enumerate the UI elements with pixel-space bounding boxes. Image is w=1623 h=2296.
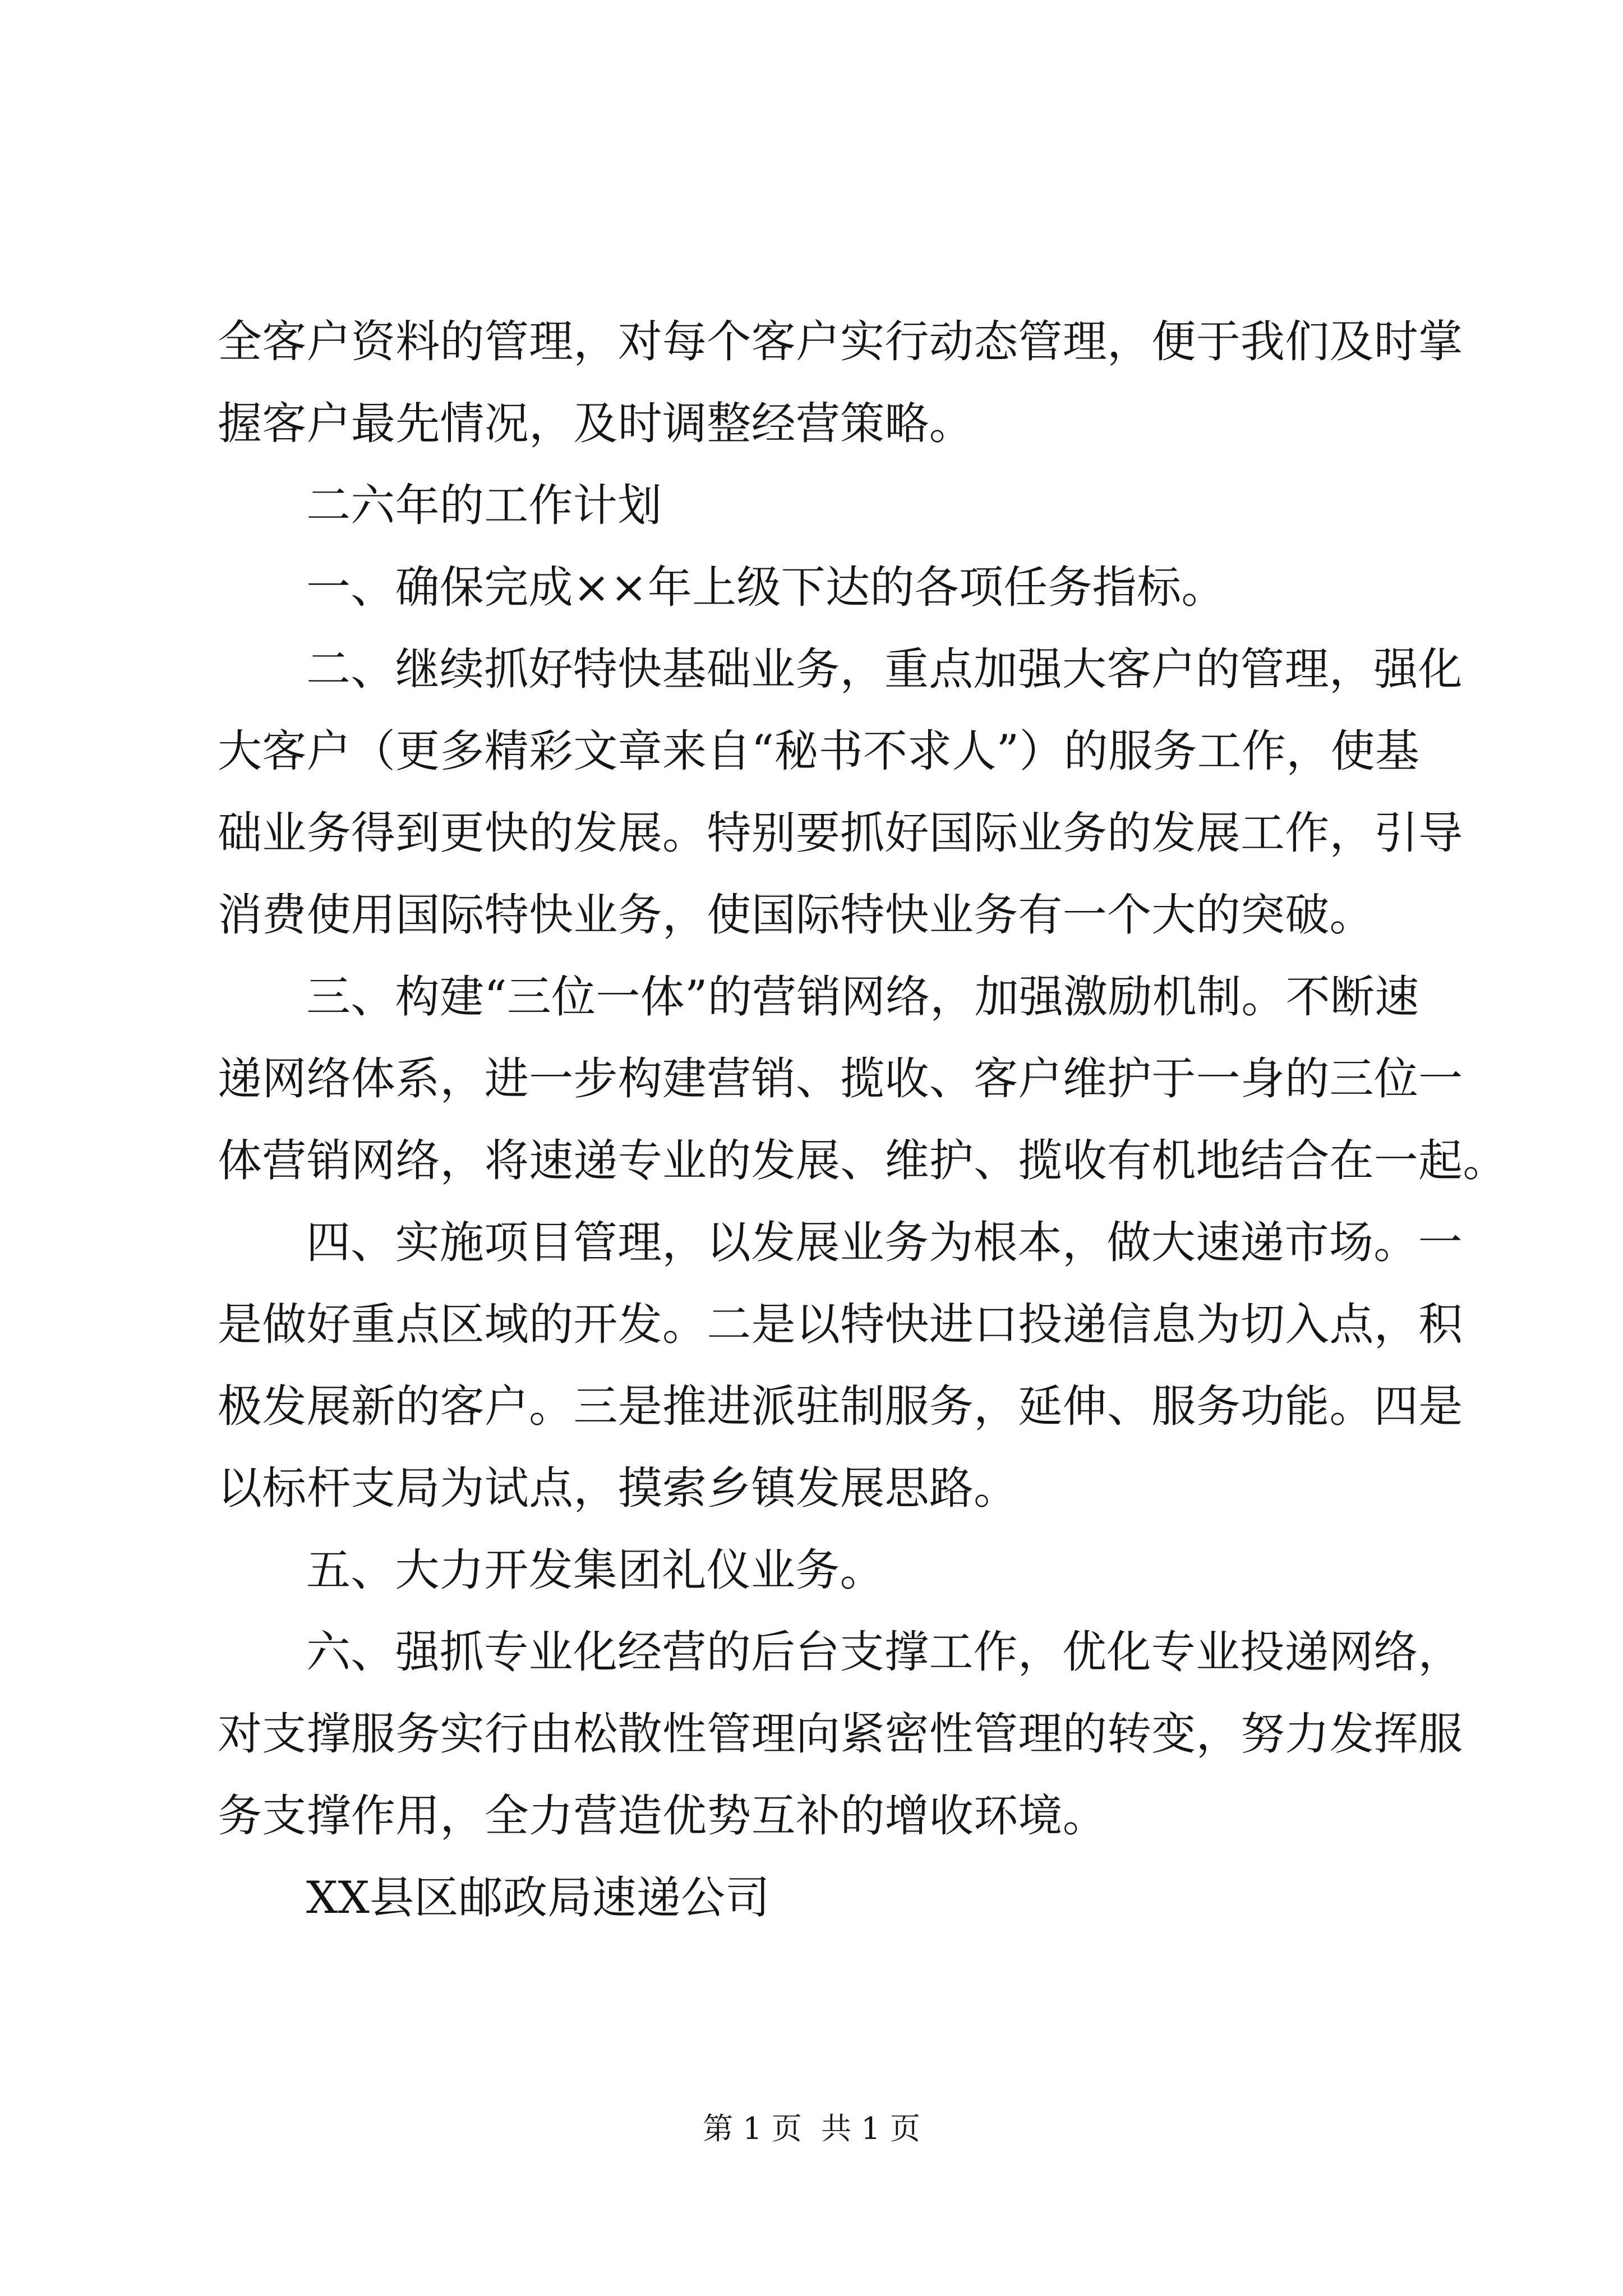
page-number-text: 第 1 页 共 1 页 xyxy=(703,2111,920,2146)
text-line: 体营销网络，将速递专业的发展、维护、揽收有机地结合在一起。 xyxy=(218,1135,1507,1186)
text-line: 大客户（更多精彩文章来自“秘书不求人”）的服务工作，使基 xyxy=(218,725,1420,777)
text-line: 五、大力开发集团礼仪业务。 xyxy=(306,1544,884,1596)
text-line: 对支撑服务实行由松散性管理向紧密性管理的转变，努力发挥服 xyxy=(218,1708,1463,1760)
text-line: 以标杆支局为试点，摸索乡镇发展思路。 xyxy=(218,1462,1018,1514)
text-line: 消费使用国际特快业务，使国际特快业务有一个大的突破。 xyxy=(218,889,1374,941)
document-body xyxy=(218,301,1507,1939)
text-line: 极发展新的客户。三是推进派驻制服务，延伸、服务功能。四是 xyxy=(218,1381,1463,1432)
text-line: 务支撑作用，全力营造优势互补的增收环境。 xyxy=(218,1790,1107,1842)
text-line: 础业务得到更快的发展。特别要抓好国际业务的发展工作，引导 xyxy=(218,807,1463,859)
text-line: 一、确保完成××年上级下达的各项任务指标。 xyxy=(306,562,1226,613)
text-line: 二、继续抓好特快基础业务，重点加强大客户的管理，强化 xyxy=(306,643,1463,695)
text-line: 三、构建“三位一体”的营销网络，加强激励机制。不断速 xyxy=(306,971,1419,1023)
text-line: 是做好重点区域的开发。二是以特快进口投递信息为切入点，积 xyxy=(218,1299,1463,1350)
section-heading: 二六年的工作计划 xyxy=(306,480,662,531)
text-line: 递网络体系，进一步构建营销、揽收、客户维护于一身的三位一 xyxy=(218,1053,1463,1105)
text-line: 握客户最先情况，及时调整经营策略。 xyxy=(218,398,974,449)
page-footer xyxy=(0,2106,1623,2151)
text-line: 六、强抓专业化经营的后台支撑工作，优化专业投递网络， xyxy=(306,1626,1463,1678)
text-line: 全客户资料的管理，对每个客户实行动态管理，便于我们及时掌 xyxy=(218,316,1463,367)
signature-line: XX县区邮政局速递公司 xyxy=(306,1872,770,1924)
text-line: 四、实施项目管理，以发展业务为根本，做大速递市场。一 xyxy=(306,1217,1463,1268)
